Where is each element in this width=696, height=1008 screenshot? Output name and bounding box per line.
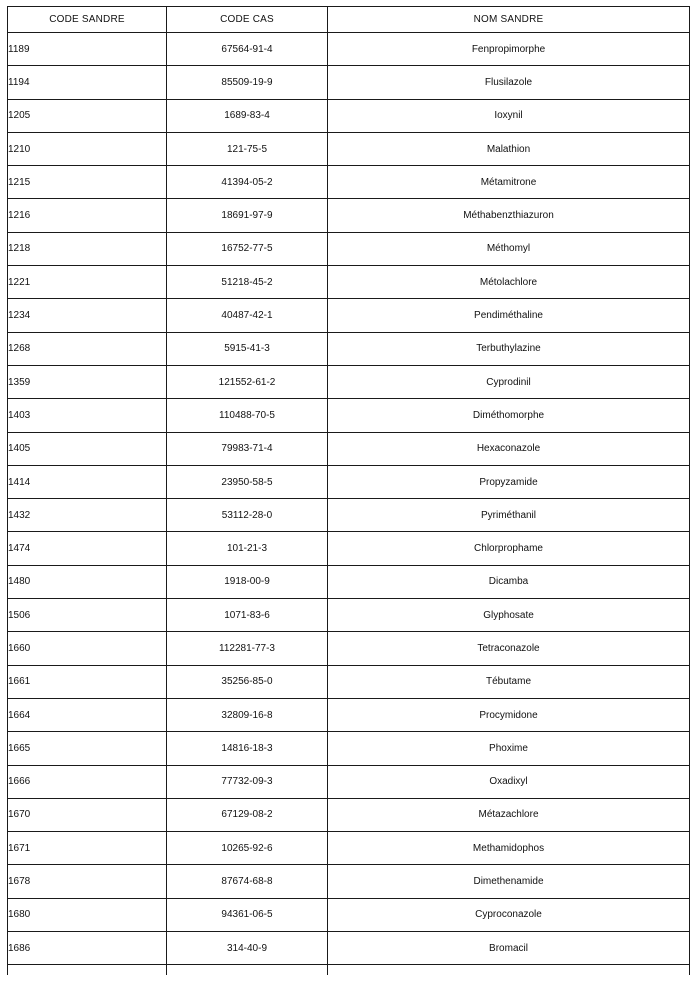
cell-nom-sandre: Méthabenzthiazuron [328,199,690,232]
cell-code-cas: 101-21-3 [167,532,328,565]
cell-code-cas: 121552-61-2 [167,365,328,398]
table-body [8,33,690,976]
cell-nom-sandre: Terbuthylazine [328,332,690,365]
table-row [8,499,690,532]
cell-code-sandre: 1221 [8,266,167,299]
table-row [8,565,690,598]
cell-nom-sandre: Ioxynil [328,99,690,132]
table-row [8,33,690,66]
cell-nom-sandre: Pyriméthanil [328,499,690,532]
substances-table [7,6,690,975]
cell-nom-sandre: Chlorprophame [328,532,690,565]
cell-nom-sandre: Métolachlore [328,266,690,299]
cell-nom-sandre: Dimethenamide [328,865,690,898]
cell-code-cas: 16752-77-5 [167,232,328,265]
table-row [8,465,690,498]
cell-nom-sandre: Malathion [328,132,690,165]
cell-code-cas: 18691-97-9 [167,199,328,232]
cell-nom-sandre: Cyproconazole [328,898,690,931]
table-row [8,832,690,865]
cell-code-cas: 10265-92-6 [167,832,328,865]
cell-code-sandre: 1665 [8,732,167,765]
cell-code-cas: 110488-70-5 [167,399,328,432]
cell-nom-sandre: Propyzamide [328,465,690,498]
header-row [8,7,690,33]
cell-code-cas: 112281-77-3 [167,632,328,665]
cell-code-sandre: 1664 [8,698,167,731]
cell-nom-sandre: Glyphosate [328,599,690,632]
cell-code-cas: 94361-06-5 [167,898,328,931]
cell-nom-sandre: Methamidophos [328,832,690,865]
cell-code-cas: 1689-83-4 [167,99,328,132]
cell-code-cas: 1918-00-9 [167,565,328,598]
cell-code-cas: 53112-28-0 [167,499,328,532]
cell-code-cas: 77732-09-3 [167,765,328,798]
cell-code-cas: 32809-16-8 [167,698,328,731]
table-row [8,232,690,265]
cell-nom-sandre: Diméthomorphe [328,399,690,432]
cell-nom-sandre: Cyprodinil [328,365,690,398]
cell-nom-sandre: Hexaconazole [328,432,690,465]
cell-code-sandre: 1506 [8,599,167,632]
table-row [8,599,690,632]
table-row-partial [8,965,690,976]
cell-nom-sandre: Tébutame [328,665,690,698]
cell-nom-sandre: Tetraconazole [328,632,690,665]
cell-nom-sandre: Méthomyl [328,232,690,265]
table-row [8,632,690,665]
cell-code-sandre: 1194 [8,66,167,99]
cell-nom-sandre: Métazachlore [328,798,690,831]
cell-code-sandre: 1403 [8,399,167,432]
cell-code-cas: 51218-45-2 [167,266,328,299]
cell-code-cas: 14816-18-3 [167,732,328,765]
table-row [8,166,690,199]
cell-code-sandre: 1480 [8,565,167,598]
cell-code-cas: 121-75-5 [167,132,328,165]
cell-nom-sandre: Métamitrone [328,166,690,199]
table-header [8,7,690,33]
table-row [8,399,690,432]
table-row [8,532,690,565]
header-code-sandre: CODE SANDRE [8,7,167,33]
cell-code-sandre: 1414 [8,465,167,498]
table-row [8,432,690,465]
cell-code-sandre: 1670 [8,798,167,831]
cell-code-cas: 40487-42-1 [167,299,328,332]
table-row [8,132,690,165]
cell-code-sandre: 1666 [8,765,167,798]
cell-code-sandre: 1474 [8,532,167,565]
cell-code-sandre: 1210 [8,132,167,165]
cell-code-sandre: 1234 [8,299,167,332]
cell-code-sandre: 1661 [8,665,167,698]
table-row [8,865,690,898]
table-row [8,299,690,332]
cell-code-sandre: 1218 [8,232,167,265]
table-row [8,266,690,299]
cell-code-cas: 314-40-9 [167,932,328,965]
cell-nom-sandre: Procymidone [328,698,690,731]
table-row [8,332,690,365]
cell-nom-sandre: Phoxime [328,732,690,765]
cell-code-sandre: 1359 [8,365,167,398]
cell-code-sandre: 1680 [8,898,167,931]
table-row [8,665,690,698]
cell-code-sandre: 1432 [8,499,167,532]
cell-code-sandre: 1686 [8,932,167,965]
cell-code-cas: 5915-41-3 [167,332,328,365]
table-cell-empty [8,965,167,976]
cell-code-sandre: 1205 [8,99,167,132]
cell-code-cas: 41394-05-2 [167,166,328,199]
header-code-cas: CODE CAS [167,7,328,33]
cell-code-cas: 79983-71-4 [167,432,328,465]
document-page [7,6,689,975]
cell-nom-sandre: Fenpropimorphe [328,33,690,66]
table-row [8,898,690,931]
cell-code-sandre: 1215 [8,166,167,199]
cell-code-sandre: 1216 [8,199,167,232]
cell-code-cas: 87674-68-8 [167,865,328,898]
table-row [8,732,690,765]
cell-code-cas: 67564-91-4 [167,33,328,66]
cell-code-sandre: 1660 [8,632,167,665]
cell-nom-sandre: Bromacil [328,932,690,965]
table-row [8,798,690,831]
table-row [8,698,690,731]
cell-code-cas: 1071-83-6 [167,599,328,632]
cell-nom-sandre: Dicamba [328,565,690,598]
table-cell-empty [167,965,328,976]
cell-code-sandre: 1189 [8,33,167,66]
cell-code-sandre: 1678 [8,865,167,898]
table-row [8,66,690,99]
cell-code-sandre: 1405 [8,432,167,465]
table-row [8,932,690,965]
table-row [8,99,690,132]
table-row [8,765,690,798]
cell-code-cas: 35256-85-0 [167,665,328,698]
cell-code-cas: 67129-08-2 [167,798,328,831]
cell-nom-sandre: Pendiméthaline [328,299,690,332]
cell-code-cas: 23950-58-5 [167,465,328,498]
cell-code-sandre: 1671 [8,832,167,865]
cell-nom-sandre: Flusilazole [328,66,690,99]
header-nom-sandre: NOM SANDRE [328,7,690,33]
table-row [8,365,690,398]
table-cell-empty [328,965,690,976]
cell-code-cas: 85509-19-9 [167,66,328,99]
cell-code-sandre: 1268 [8,332,167,365]
table-row [8,199,690,232]
cell-nom-sandre: Oxadixyl [328,765,690,798]
